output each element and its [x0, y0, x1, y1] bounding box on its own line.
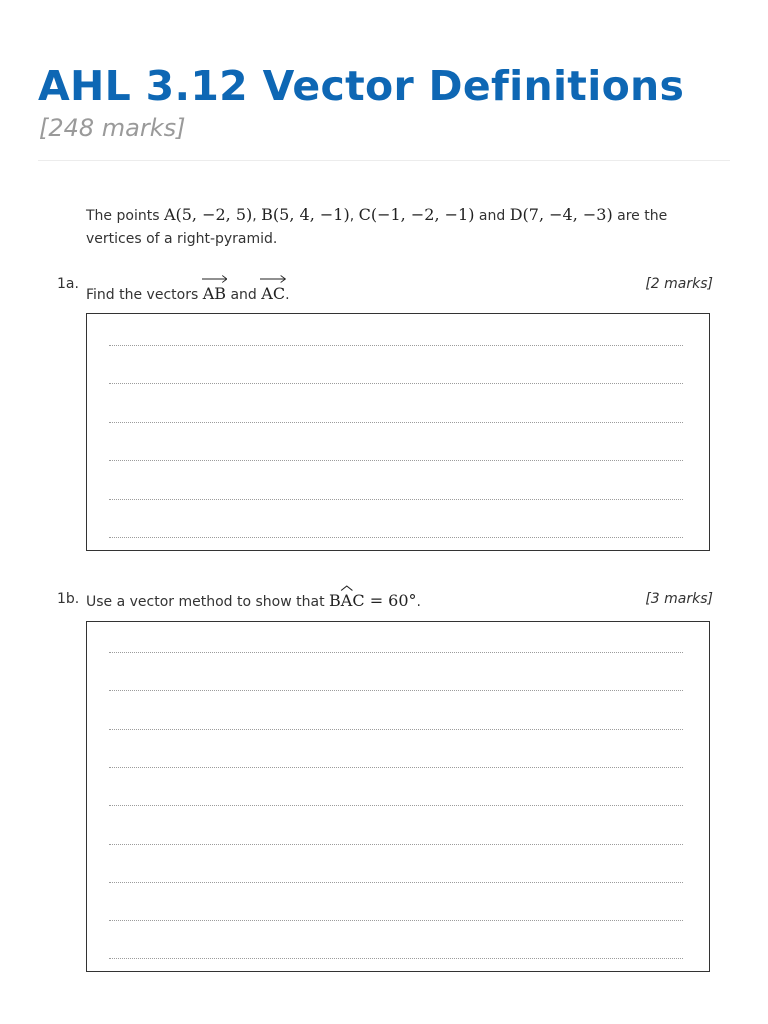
answer-line [109, 729, 683, 730]
angle-hat-icon: A [341, 591, 353, 610]
point-c: C(−1, −2, −1) [358, 205, 475, 224]
intro-text: The points [86, 208, 164, 224]
intro-comma: , [349, 208, 359, 224]
total-marks: [248 marks] [39, 114, 186, 142]
question-intro [86, 203, 716, 251]
page-title: AHL 3.12 Vector Definitions [38, 62, 685, 110]
question-number-1b: 1b. [57, 591, 80, 607]
answer-line [109, 422, 683, 423]
answer-line [109, 537, 683, 538]
question-text: and [226, 287, 262, 303]
point-a: A(5, −2, 5) [163, 205, 253, 224]
answer-line [109, 767, 683, 768]
answer-box-1a[interactable] [86, 313, 710, 551]
vector-arrow-icon [260, 274, 286, 283]
point-d: D(7, −4, −3) [509, 205, 613, 224]
vector-ac: AC [261, 284, 285, 303]
intro-comma: , [252, 208, 262, 224]
question-text: . [416, 594, 421, 610]
answer-line [109, 690, 683, 691]
intro-text: are the vertices of a right-pyramid. [86, 208, 668, 247]
answer-line [109, 345, 683, 346]
answer-box-1b[interactable] [86, 621, 710, 972]
marks-1a: [2 marks] [645, 276, 713, 292]
question-text: Find the vectors [86, 287, 203, 303]
answer-line [109, 383, 683, 384]
angle-bac: B AC = 60° [329, 591, 417, 610]
answer-line [109, 958, 683, 959]
answer-line [109, 805, 683, 806]
vector-ab: AB [203, 284, 226, 303]
marks-1b: [3 marks] [645, 591, 713, 607]
question-text-1a [86, 284, 290, 303]
intro-text: and [474, 208, 510, 224]
question-number-1a: 1a. [57, 276, 79, 292]
answer-line [109, 460, 683, 461]
answer-line [109, 882, 683, 883]
vector-arrow-icon [202, 274, 227, 283]
header-divider [38, 160, 730, 161]
question-text: Use a vector method to show that [86, 594, 330, 610]
answer-line [109, 652, 683, 653]
answer-line [109, 844, 683, 845]
answer-line [109, 920, 683, 921]
answer-line [109, 499, 683, 500]
point-b: B(5, 4, −1) [261, 205, 350, 224]
question-text: . [285, 287, 290, 303]
question-text-1b [86, 591, 421, 610]
